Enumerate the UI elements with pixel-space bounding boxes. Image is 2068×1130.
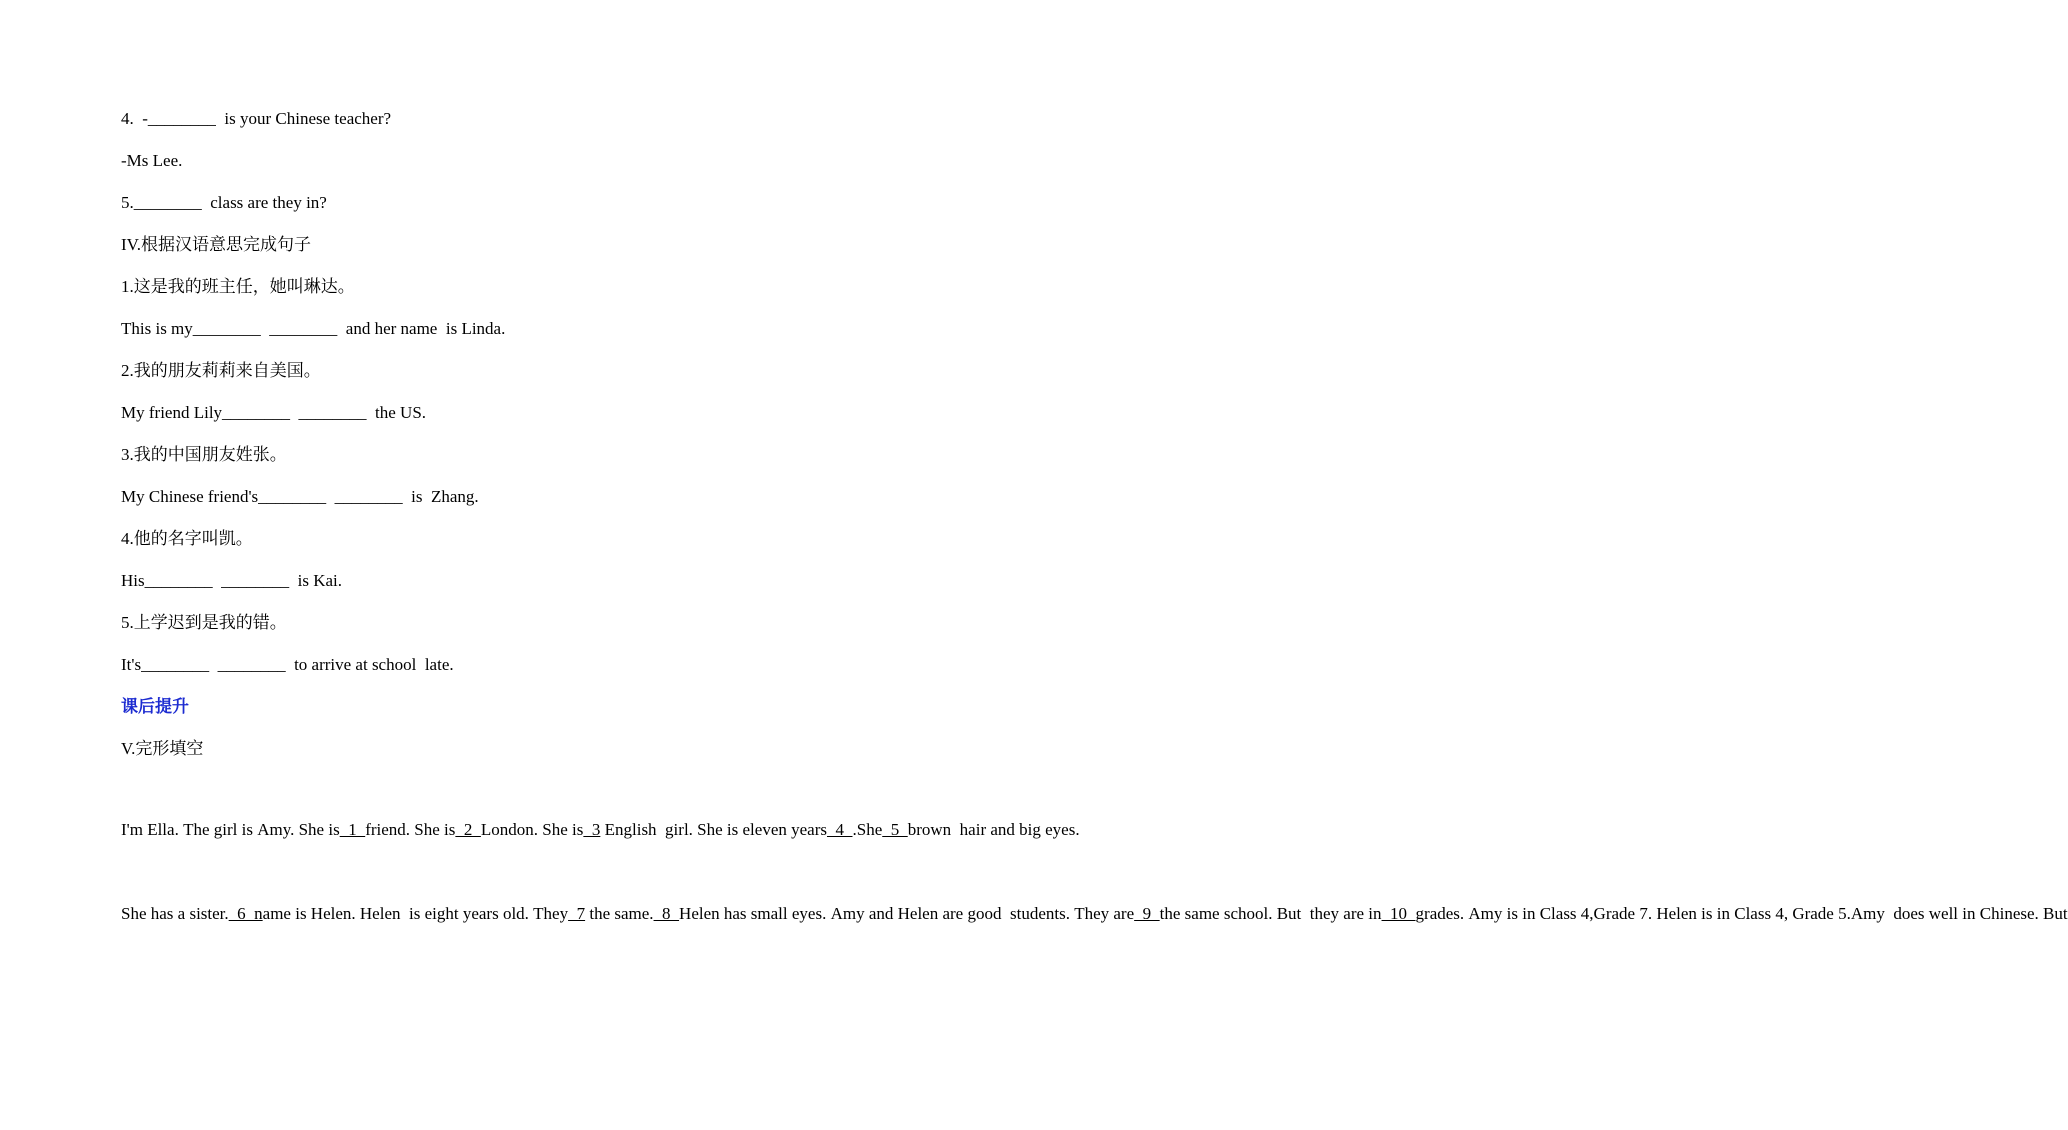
blank-number: 1 — [339, 820, 366, 839]
blank-number: 5 — [882, 820, 908, 839]
item-2-english: My friend Lily________ ________ the US. — [121, 403, 427, 422]
passage-text: London. She is — [480, 820, 584, 839]
blank-number: 2 — [455, 820, 481, 839]
question-4: 4. -________ is your Chinese teacher? — [121, 109, 392, 128]
passage-text: ame is Helen. Helen is eight years old. They — [262, 904, 569, 923]
passage-text: .She — [852, 820, 883, 839]
blank-number: 9 — [1134, 904, 1160, 923]
blank-number: 8 — [653, 904, 680, 923]
item-5-english: It's________ ________ to arrive at school late. — [121, 655, 454, 674]
passage-text: grades. Amy is in Class 4,Grade 7. Helen is in Class 4, Grade 5.Amy does well in Chinese. But — [1415, 904, 2068, 923]
passage-text: the same school. But they are in — [1159, 904, 1382, 923]
question-5: 5.________ class are they in? — [121, 193, 327, 212]
section-iv-title: IV.根据汉语意思完成句子 — [121, 235, 311, 254]
blank-number: 6 n — [228, 904, 263, 923]
passage-text: the same. — [585, 904, 654, 923]
item-3-english: My Chinese friend's________ ________ is Zhang. — [121, 487, 479, 506]
section-v-title: V.完形填空 — [121, 739, 204, 758]
passage-paragraph-1 — [121, 767, 1080, 851]
blank-number: 10 — [1381, 904, 1416, 923]
passage-text: friend. She is — [365, 820, 456, 839]
section-heading: 课后提升 — [121, 697, 189, 716]
item-2-chinese: 2.我的朋友莉莉来自美国。 — [121, 361, 321, 380]
passage-text: She has a sister. — [121, 904, 229, 923]
blank-number: 4 — [826, 820, 853, 839]
passage-text: Helen has small eyes. Amy and Helen are good students. They are — [679, 904, 1135, 923]
item-3-chinese: 3.我的中国朋友姓张。 — [121, 445, 287, 464]
answer-4: -Ms Lee. — [121, 151, 183, 170]
item-1-chinese: 1.这是我的班主任，她叫琳达。 — [121, 277, 355, 296]
item-1-english: This is my________ ________ and her name is Linda. — [121, 319, 506, 338]
passage-paragraph-2 — [121, 851, 2068, 935]
item-5-chinese: 5.上学迟到是我的错。 — [121, 613, 287, 632]
passage-text: I'm Ella. The girl is Amy. She is — [121, 820, 340, 839]
item-4-chinese: 4.他的名字叫凯。 — [121, 529, 253, 548]
item-4-english: His________ ________ is Kai. — [121, 571, 342, 590]
blank-number: 7 — [568, 904, 586, 923]
passage-text: English girl. She is eleven years — [600, 820, 827, 839]
blank-number: 3 — [583, 820, 601, 839]
passage-text: brown hair and big eyes. — [907, 820, 1080, 839]
